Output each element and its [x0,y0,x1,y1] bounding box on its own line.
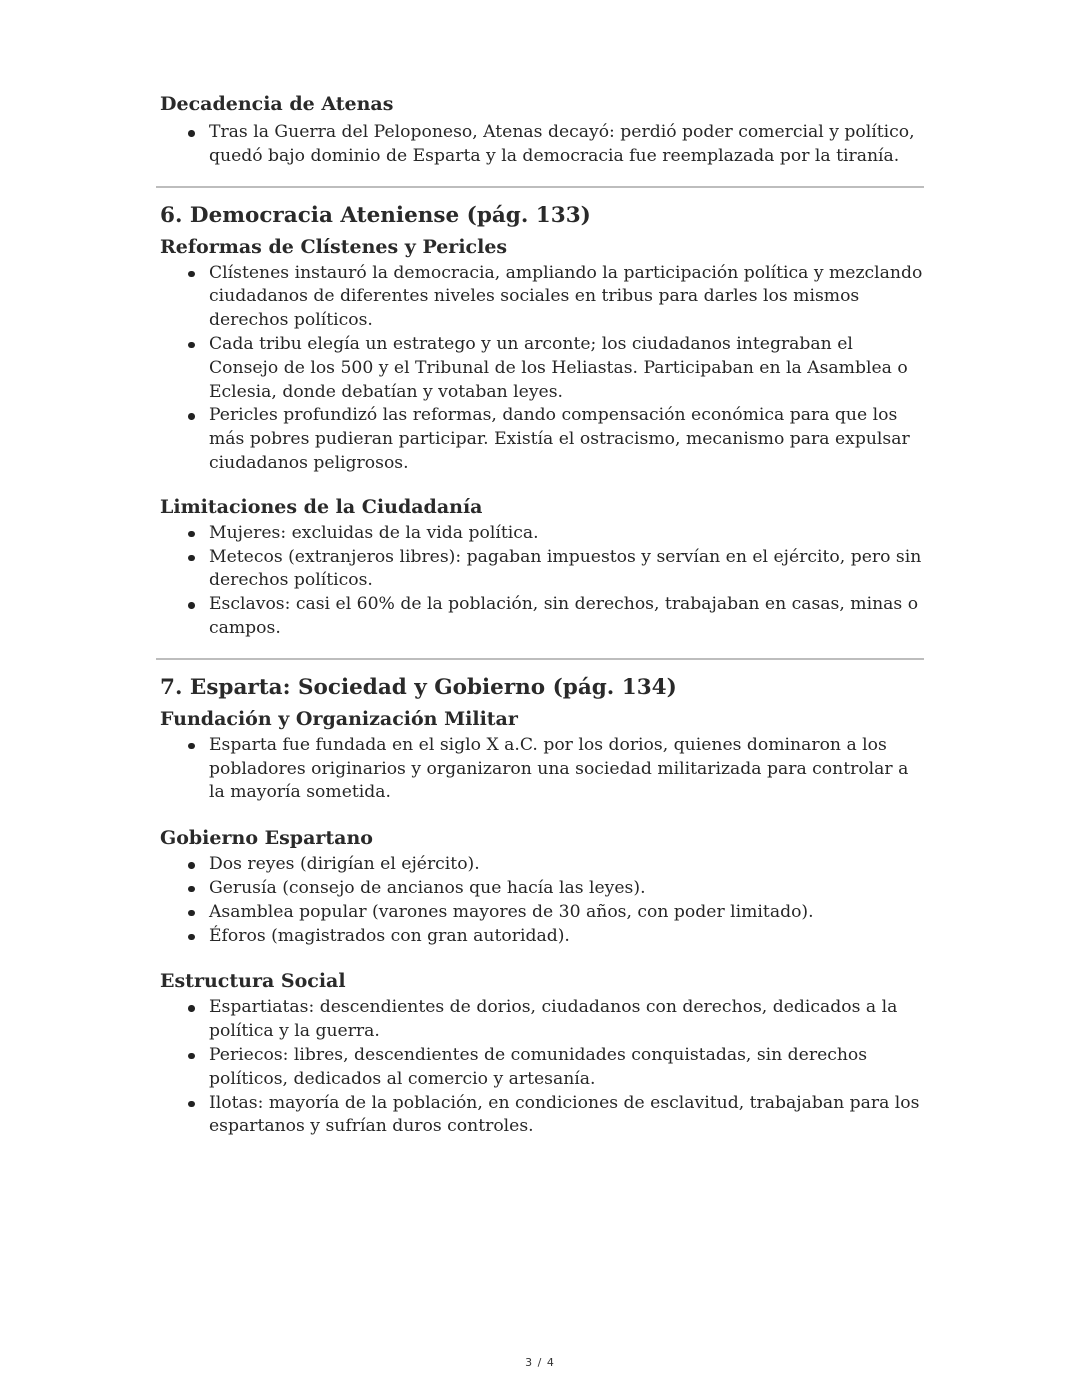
section-divider [156,186,924,188]
heading-gobierno: Gobierno Espartano [160,827,373,850]
heading-fundacion: Fundación y Organización Militar [160,707,518,730]
list-reformas [160,262,924,476]
heading-estructura: Estructura Social [160,970,346,993]
section-democracia [160,202,924,641]
list-item: Esclavos: casi el 60% de la población, sin derechos, trabajaban en casas, minas o campos. [209,593,924,641]
list-item: Éforos (magistrados con gran autoridad). [209,925,924,949]
list-item: Metecos (extranjeros libres): pagaban impuestos y servían en el ejército, pero sin derechos políticos. [209,546,924,594]
list-gobierno [160,853,924,948]
list-item: Clístenes instauró la democracia, ampliando la participación política y mezclando ciudadanos de diferentes niveles sociales en tribus para darles los mismos derechos políticos. [209,262,924,333]
section-title-democracia: 6. Democracia Ateniense (pág. 133) [160,202,591,228]
list-item: Espartiatas: descendientes de dorios, ciudadanos con derechos, dedicados a la política y la guerra. [209,996,924,1044]
list-decadencia [160,121,924,169]
list-limitaciones [160,522,924,641]
list-item: Tras la Guerra del Peloponeso, Atenas decayó: perdió poder comercial y político, quedó bajo dominio de Esparta y la democracia fue reemplazada por la tiranía. [209,121,924,169]
list-item: Asamblea popular (varones mayores de 30 años, con poder limitado). [209,901,924,925]
heading-limitaciones: Limitaciones de la Ciudadanía [160,495,483,518]
page-indicator: 3 / 4 [525,1356,555,1369]
document-page [160,92,924,1139]
heading-decadencia: Decadencia de Atenas [160,93,394,115]
section-esparta [160,674,924,1139]
section-divider [156,658,924,660]
list-item: Cada tribu elegía un estratego y un arconte; los ciudadanos integraban el Consejo de los 500 y el Tribunal de los Heliastas. Participaban en la Asamblea o Eclesia, donde debatían y votaban leyes. [209,333,924,404]
section-title-esparta: 7. Esparta: Sociedad y Gobierno (pág. 134) [160,674,677,700]
section-decadencia [160,92,924,169]
heading-reformas: Reformas de Clístenes y Pericles [160,235,508,258]
list-fundacion [160,734,924,805]
list-item: Dos reyes (dirigían el ejército). [209,853,924,877]
list-item: Gerusía (consejo de ancianos que hacía las leyes). [209,877,924,901]
list-item: Pericles profundizó las reformas, dando compensación económica para que los más pobres pudieran participar. Existía el ostracismo, mecanismo para expulsar ciudadanos peligrosos. [209,404,924,475]
list-estructura [160,996,924,1139]
list-item: Esparta fue fundada en el siglo X a.C. por los dorios, quienes dominaron a los pobladores originarios y organizaron una sociedad militarizada para controlar a la mayoría sometida. [209,734,924,805]
list-item: Ilotas: mayoría de la población, en condiciones de esclavitud, trabajaban para los espartanos y sufrían duros controles. [209,1092,924,1140]
list-item: Periecos: libres, descendientes de comunidades conquistadas, sin derechos políticos, dedicados al comercio y artesanía. [209,1044,924,1092]
list-item: Mujeres: excluidas de la vida política. [209,522,924,546]
